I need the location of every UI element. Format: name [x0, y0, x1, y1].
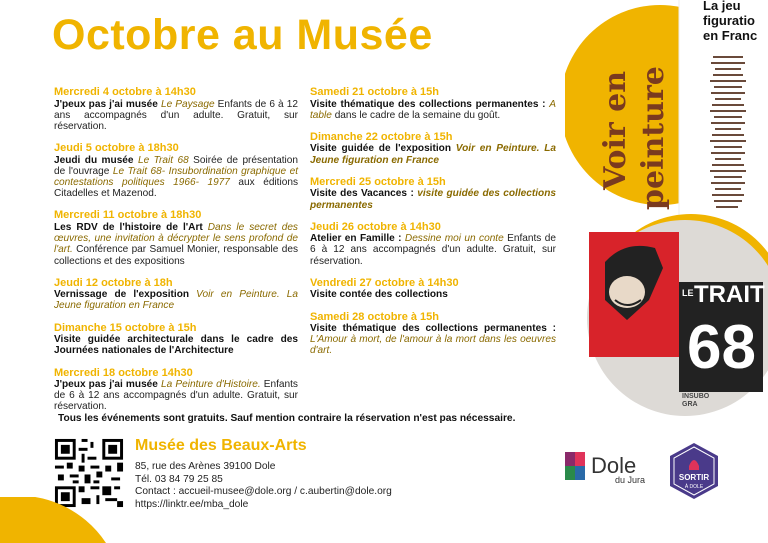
event-item	[54, 277, 298, 312]
contact-emails[interactable]: Contact : accueil-musee@dole.org / c.aubertin@dole.org	[135, 486, 392, 498]
event-text: La Peinture d'Histoire.	[161, 379, 261, 391]
event-text: Dans le secret des œuvres, une invitation à décrypter le sens profond de l'art.	[54, 221, 298, 256]
sortir-line2: À DOLE	[684, 484, 704, 490]
museum-name: Musée des Beaux-Arts	[135, 437, 307, 454]
free-note: Tous les événements sont gratuits. Sauf mention contraire la réservation n'est pas nécessaire.	[58, 413, 516, 424]
event-text: Visite thématique des collections permanentes :	[310, 323, 556, 335]
sortir-a-dole-logo[interactable]	[668, 442, 720, 500]
event-text: Le Paysage	[160, 98, 215, 110]
event-text: J'peux pas j'ai musée	[54, 379, 162, 391]
event-item	[54, 86, 298, 132]
poster-heading-3: en Franc	[703, 28, 758, 43]
poster-vertical-title-1: Voir en	[598, 70, 633, 190]
sortir-line1: SORTIR	[678, 473, 710, 482]
page-title: Octobre au Musée	[52, 11, 433, 59]
address: 85, rue des Arènes 39100 Dole	[135, 461, 276, 472]
linktree-link[interactable]: https://linktr.ee/mba_dole	[135, 498, 249, 510]
dole-logo-name: Dole	[591, 453, 637, 478]
event-item	[54, 367, 298, 413]
event-item	[54, 322, 298, 357]
event-date: Dimanche 22 octobre à 15h	[310, 130, 453, 143]
contact-block	[135, 461, 392, 511]
poster-trait-sub: INSUBO	[682, 393, 710, 400]
event-item	[310, 311, 556, 357]
bottom-left-yellow-arc	[0, 497, 110, 543]
event-text: Visite thématique des collections permanentes :	[310, 98, 550, 110]
dole-du-jura-logo[interactable]	[563, 447, 658, 487]
event-date: Jeudi 12 octobre à 18h	[54, 276, 173, 289]
event-text: Le Trait 68	[137, 154, 189, 166]
event-item	[310, 277, 556, 301]
event-date: Mercredi 18 octobre 14h30	[54, 366, 193, 379]
event-text: Enfants de 6 à 12 ans accompagnés d'un adulte. Gratuit, sur réservation.	[54, 379, 298, 413]
event-text: Soirée de présentation de l'ouvrage	[54, 154, 299, 177]
event-item	[54, 209, 298, 266]
event-date: Samedi 28 octobre à 15h	[310, 310, 439, 323]
dole-logo-sub: du Jura	[615, 475, 646, 485]
event-text: Dessine moi un conte	[404, 233, 504, 245]
poster-heading-2: figuratio	[703, 13, 755, 28]
event-date: Jeudi 5 octobre à 18h30	[54, 142, 179, 155]
event-text: Les RDV de l'histoire de l'Art	[54, 221, 208, 233]
phone[interactable]: Tél. 03 84 79 25 85	[135, 473, 223, 485]
poster-trait-sub2: GRA	[682, 401, 698, 408]
event-item	[54, 142, 298, 199]
event-text: Visite contée des collections	[310, 289, 448, 301]
event-text: Vernissage de l'exposition	[54, 289, 197, 301]
event-text: Conférence par Samuel Monier, responsable des collections et des expositions	[54, 244, 298, 267]
event-date: Mercredi 11 octobre à 18h30	[54, 209, 202, 222]
event-item	[310, 176, 556, 211]
event-text: Voir en Peinture. La Jeune figuration en France	[310, 143, 557, 166]
event-text: Le Trait 68- Insubordination graphique et contestations politiques 1966- 1977	[54, 165, 299, 189]
event-text: J'peux pas j'ai musée	[54, 98, 161, 110]
event-date: Mercredi 25 octobre à 15h	[310, 175, 446, 188]
poster-trait-number: 68	[687, 313, 756, 382]
event-date: Mercredi 4 octobre à 14h30	[54, 86, 196, 98]
event-text: Visite des Vacances :	[310, 188, 418, 200]
event-text: Jeudi du musée	[54, 154, 138, 166]
event-text: visite guidée des collections permanentes	[310, 188, 556, 211]
event-item	[310, 86, 556, 121]
poster-heading-1: La jeu	[703, 0, 741, 13]
event-text: L'Amour à mort, de l'amour à la mort dans les oeuvres d'art.	[310, 334, 556, 357]
event-text: Visite guidée de l'exposition	[310, 143, 456, 155]
events-left-column	[54, 86, 298, 423]
events-right-column	[310, 86, 556, 367]
event-text: A table	[310, 98, 556, 121]
event-date: Samedi 21 octobre à 15h	[310, 86, 439, 98]
poster-vertical-title-2: peinture	[636, 66, 671, 210]
event-date: Jeudi 26 octobre à 14h30	[310, 220, 441, 233]
event-text: aux éditions Citadelles et Mazenod.	[54, 177, 298, 200]
event-text: Atelier en Famille :	[310, 233, 405, 245]
poster-trait-le: LE	[682, 288, 694, 298]
event-text: Enfants de 6 à 12 ans accompagnés d'un adulte. Gratuit, sur réservation.	[54, 98, 298, 132]
event-date: Dimanche 15 octobre à 15h	[54, 321, 197, 334]
event-text: dans le cadre de la semaine du goût.	[331, 109, 501, 121]
poster-trait-title: TRAIT	[694, 281, 765, 308]
event-item	[310, 221, 556, 267]
event-text: Visite guidée architecturale dans le cadre des Journées nationales de l'Architecture	[54, 334, 298, 357]
event-date: Vendredi 27 octobre à 14h30	[310, 276, 459, 289]
event-text: Enfants de 6 à 12 ans accompagnés d'un adulte. Gratuit, sur réservation.	[310, 233, 556, 267]
event-text: Voir en Peinture. La Jeune figuration en France	[54, 289, 298, 312]
event-item	[310, 131, 556, 166]
